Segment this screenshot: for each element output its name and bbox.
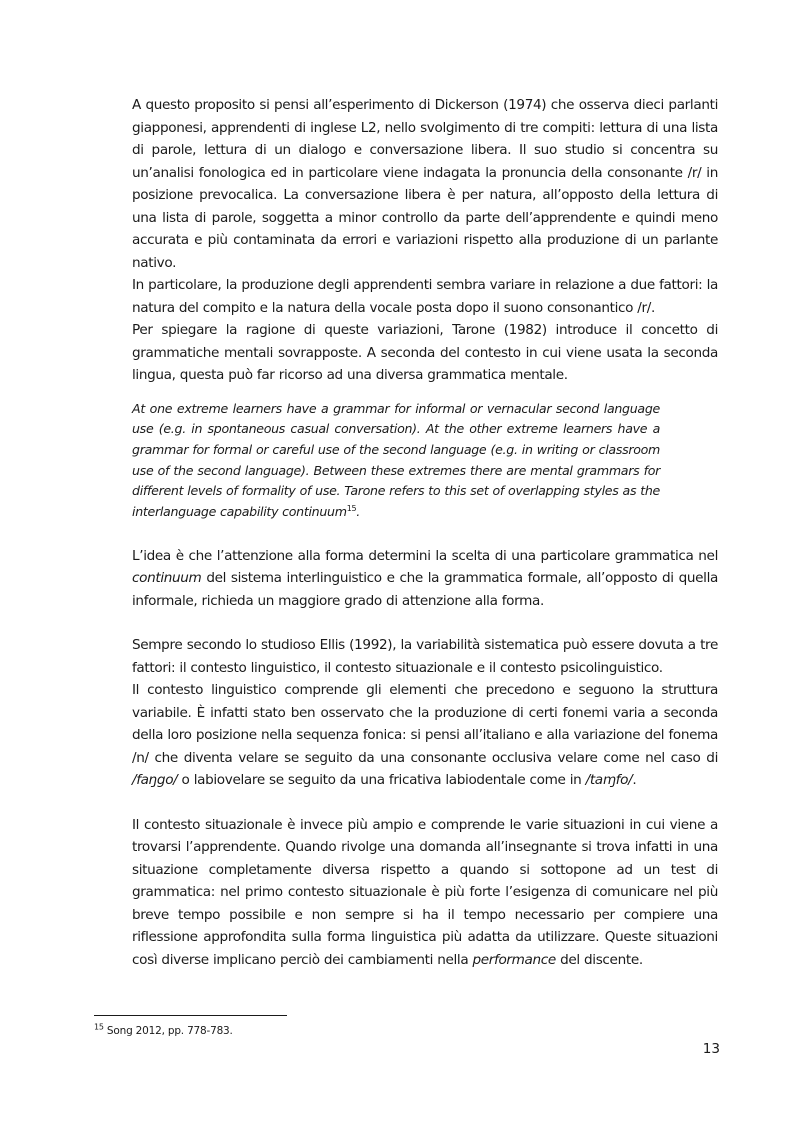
paragraph-tarone: Per spiegare la ragione di queste variazioni, Tarone (1982) introduce il concetto di grammatiche mentali sovrapposte. A seconda del contesto in cui viene usata la seconda lingua, questa può far ricorso ad una diversa grammatica mentale. [132,322,718,383]
text-run: del sistema interlinguistico e che la grammatica formale, all’opposto di quella informale, richieda un maggiore grado di attenzione alla forma. [132,570,718,609]
text-run: Il contesto situazionale è invece più ampio e comprende le varie situazioni in cui viene a trovarsi l’apprendente. Quando rivolge una domanda all’insegnante si trova infatti in una situazione completamente diversa rispetto a quando si sottopone ad un test di grammatica: nel primo contesto situazionale è più forte l’esigenza di comunicare nel più breve tempo possibile e non sempre si ha il tempo necessario per compiere una riflessione approfondita sulla forma linguistica più adatta da utilizzare. Queste situazioni così diverse implicano perciò dei cambiamenti nella [132,816,718,968]
quote-footnote-mark: 15 [346,503,357,513]
text-run: Il contesto linguistico comprende gli elementi che precedono e seguono la struttura variabile. È infatti stato ben osservato che la produzione di certi fonemi varia a seconda della loro posizione nella sequenza fonica: si pensi all’italiano e alla variazione del fonema /n/ che diventa velare se seguito da una consonante occlusiva velare come nel caso di [132,682,718,766]
quote-end: . [356,504,360,520]
paragraph-ellis: Sempre secondo lo studioso Ellis (1992), la variabilità sistematica può essere dovuta a tre fattori: il contesto linguistico, il contesto situazionale e il contesto psicolinguistico. [132,637,718,676]
footnote-text: Song 2012, pp. 778-783. [103,1025,233,1037]
text-run: del discente. [555,951,643,968]
body-text [132,94,718,971]
emphasis-continuum: continuum [132,570,202,587]
paragraph-factors: In particolare, la produzione degli apprendenti sembra variare in relazione a due fattori: la natura del compito e la natura della vocale posta dopo il suono consonantico /r/. [132,277,718,316]
page-number: 13 [702,1041,720,1057]
paragraph-situational-context [132,814,718,972]
footnote [94,1024,233,1038]
footnote-separator [94,1015,287,1016]
paragraph-attention [132,545,718,613]
text-run: L’idea è che l’attenzione alla forma determini la scelta di una particolare grammatica nel [132,547,718,564]
quote-text: At one extreme learners have a grammar for informal or vernacular second language use (e.g. in spontaneous casual conversation). At the other extreme learners have a grammar for formal or careful use of the second language (e.g. in writing or classroom use of the second language). Between these extremes there are mental grammars for different levels of formality of use. Tarone refers to this set of overlapping styles as the interlanguage capability continuum [132,400,660,520]
block-quote [132,399,660,523]
footnote-mark: 15 [94,1022,104,1032]
text-run: o labiovelare se seguito da una fricativa labiodentale come in [177,772,586,789]
emphasis-tanfo: /taɱfo/ [585,772,633,789]
paragraph-dickerson: A questo proposito si pensi all’esperimento di Dickerson (1974) che osserva dieci parlanti giapponesi, apprendenti di inglese L2, nello svolgimento di tre compiti: lettura di una lista di parole, lettura di un dialogo e conversazione libera. Il suo studio si concentra su un’analisi fonologica ed in particolare viene indagata la pronuncia della consonante /r/ in posizione prevocalica. La conversazione libera è per natura, all’opposto della lettura di una lista di parole, soggetta a minor controllo da parte dell’apprendente e quindi meno accurata e più contaminata da errori e variazioni rispetto alla produzione di un parlante nativo. [132,97,718,271]
emphasis-performance: performance [472,951,556,968]
text-run: . [632,772,637,789]
emphasis-fango: /faŋgo/ [132,772,178,789]
paragraph-linguistic-context [132,679,718,792]
